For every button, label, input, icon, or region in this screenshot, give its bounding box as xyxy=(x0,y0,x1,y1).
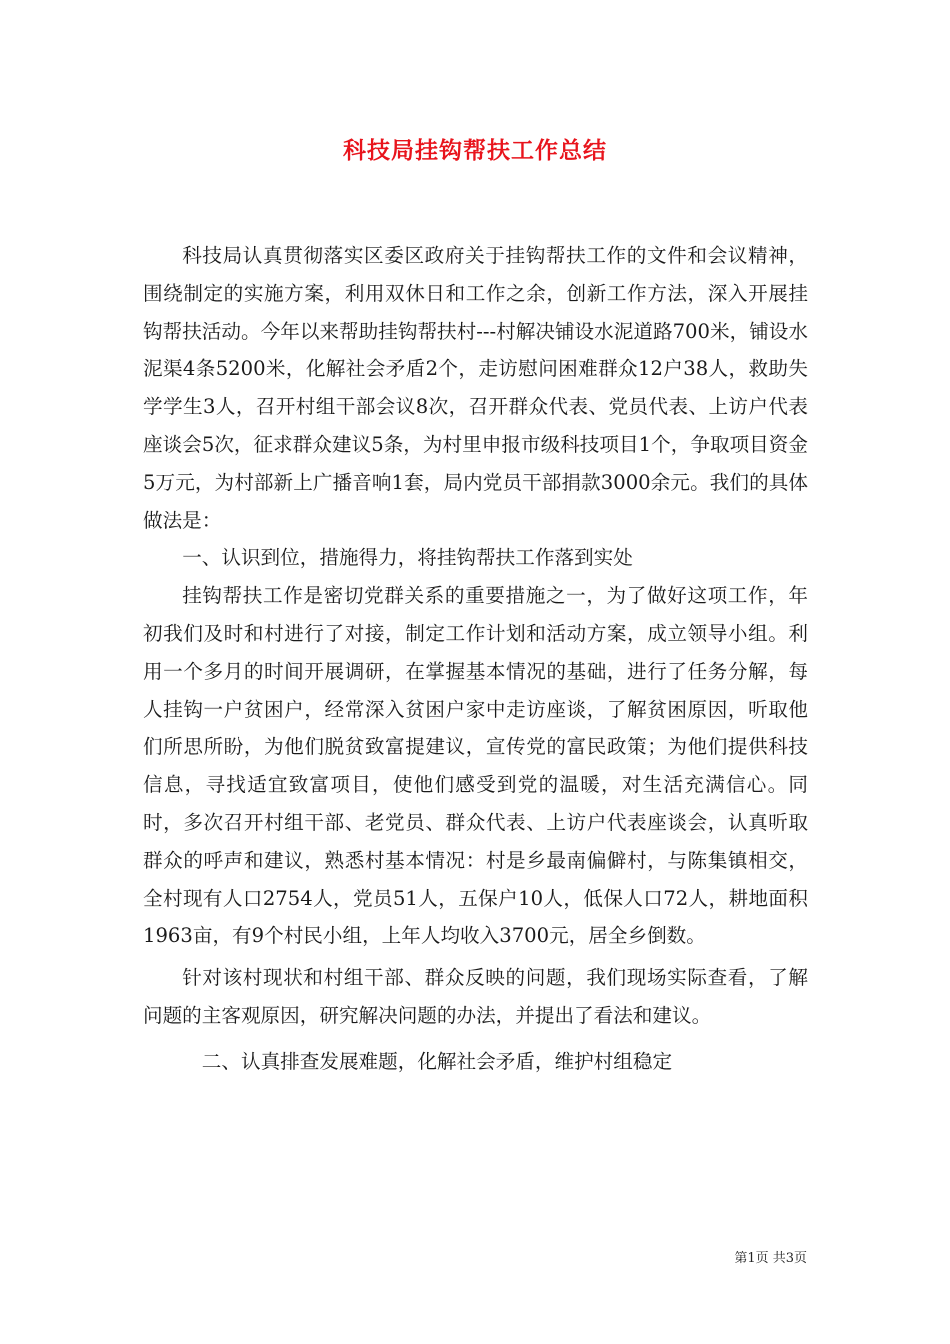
page-title: 科技局挂钩帮扶工作总结 xyxy=(343,137,607,164)
paragraph-intro: 科技局认真贯彻落实区委区政府关于挂钩帮扶工作的文件和会议精神，围绕制定的实施方案，利用双休日和工作之余，创新工作方法，深入开展挂钩帮扶活动。今年以来帮助挂钩帮扶村---村解决铺设水泥道路700米，铺设水泥渠4条5200米，化解社会矛盾2个，走访慰问困难群众12户38人，救助失学学生3人，召开村组干部会议8次，召开群众代表、党员代表、上访户代表座谈会5次，征求群众建议5条，为村里申报市级科技项目1个，争取项目资金5万元，为村部新上广播音响1套，局内党员干部捐款3000余元。我们的具体做法是： xyxy=(143,244,808,532)
section-heading-1: 一、认识到位，措施得力，将挂钩帮扶工作落到实处 xyxy=(182,546,633,570)
paragraph-section-1: 挂钩帮扶工作是密切党群关系的重要措施之一，为了做好这项工作，年初我们及时和村进行了对接，制定工作计划和活动方案，成立领导小组。利用一个多月的时间开展调研，在掌握基本情况的基础，进行了任务分解，每人挂钩一户贫困户，经常深入贫困户家中走访座谈，了解贫困原因，听取他们所思所盼，为他们脱贫致富提建议，宣传党的富民政策；为他们提供科技信息，寻找适宜致富项目，使他们感受到党的温暖，对生活充满信心。同时，多次召开村组干部、老党员、群众代表、上访户代表座谈会，认真听取群众的呼声和建议，熟悉村基本情况：村是乡最南偏僻村，与陈集镇相交，全村现有人口2754人，党员51人，五保户10人，低保人口72人，耕地面积1963亩，有9个村民小组，上年人均收入3700元，居全乡倒数。 xyxy=(143,584,808,948)
page-number-footer: 第1页 共3页 xyxy=(734,1251,807,1266)
paragraph-section-1-followup: 针对该村现状和村组干部、群众反映的问题，我们现场实际查看，了解问题的主客观原因，研究解决问题的办法，并提出了看法和建议。 xyxy=(143,966,808,1027)
document-body xyxy=(143,237,808,1081)
section-heading-2: 二、认真排查发展难题，化解社会矛盾，维护村组稳定 xyxy=(201,1049,673,1073)
